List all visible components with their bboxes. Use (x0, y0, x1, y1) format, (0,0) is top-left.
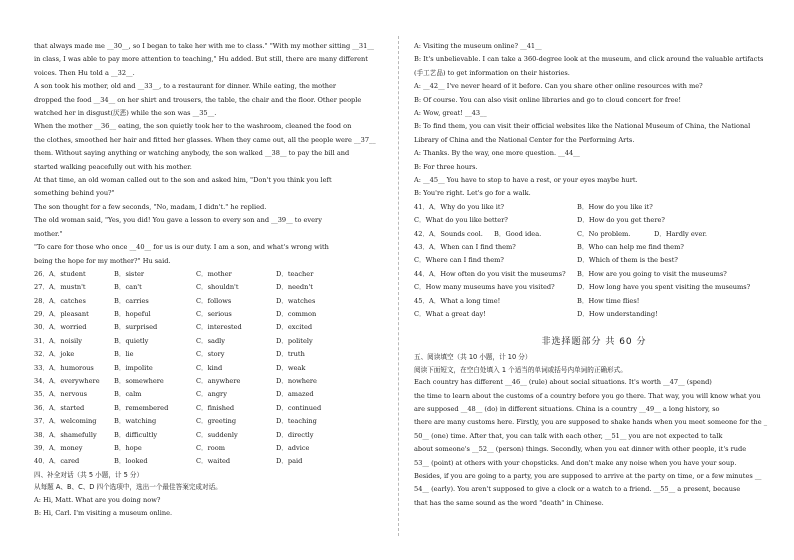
dialogue-line: (手工艺品) to get information on their histories. (414, 68, 570, 77)
question-row (34, 442, 384, 455)
option-a[interactable]: 31．A．noisily (34, 336, 82, 345)
option-b[interactable]: B．somewhere (114, 377, 164, 386)
option-c[interactable]: C．sadly (196, 336, 226, 345)
option-b[interactable]: B．hope (114, 443, 142, 452)
passage-line: the clothes, smoothed her hair and fitted her glasses. When they came out, all the people were __37__ (34, 135, 376, 144)
dialogue-line: A: __45__ You have to stop to have a rest, or your eyes maybe hurt. (414, 176, 638, 185)
dialogue-line: B: Hi, Carl. I'm visiting a museum online. (34, 508, 173, 517)
passage-line: that always made me __30__, so I began to take her with me to class." "With my mother sitting __31__ (34, 42, 374, 50)
option-c[interactable]: C．anywhere (196, 377, 241, 386)
question-row (414, 254, 774, 267)
dialogue-line: A: __42__ I've never heard of it before. Can you share other online resources with me? (414, 82, 703, 91)
option-a[interactable]: 45．A．What a long time! (414, 296, 501, 305)
option-c[interactable]: C．serious (196, 310, 232, 319)
option-d[interactable]: D．excited (276, 323, 313, 332)
option-a[interactable]: 34．A．everywhere (34, 377, 100, 386)
option-d[interactable]: D．teaching (276, 417, 317, 426)
option-a[interactable]: 32．A．joke (34, 350, 75, 359)
passage-line: A son took his mother, old and __33__, to a restaurant for dinner. While eating, the mother (34, 82, 337, 91)
option-b[interactable]: B．watching (114, 417, 157, 426)
option-b[interactable]: B．How are you going to visit the museums? (577, 269, 727, 278)
option-d[interactable]: D．teacher (276, 269, 314, 278)
passage-line: them. Without saying anything or watching anybody, the son walked __38__ to pay the bill and (34, 149, 350, 158)
option-b[interactable]: B．impolite (114, 363, 153, 372)
passage-line: voices. Then Hu told a __32__. (34, 68, 135, 77)
option-a[interactable]: 44．A．How often do you visit the museums? (414, 269, 566, 278)
question-row (414, 295, 774, 308)
option-c[interactable]: C．mother (196, 269, 232, 278)
dialogue-line: Library of China and the National Center for the Performing Arts. (414, 135, 635, 144)
passage-line: watched her in disgust(厌恶) while the son was __35__. (34, 109, 217, 118)
option-c[interactable]: C．shouldn't (196, 283, 239, 292)
passage-line: that has the same sound as the word "death" in Chinese. (414, 498, 604, 507)
option-a[interactable]: 39．A．money (34, 443, 83, 452)
passage-line: 50__ (one) time. After that, you can talk with each other, __51__ you are not expected to talk (414, 431, 723, 440)
question-row (34, 308, 384, 321)
passage-line: being the hope for my mother?" Hu said. (34, 256, 171, 265)
passage-line: mother." (34, 229, 63, 238)
option-a[interactable]: 38．A．shamefully (34, 430, 97, 439)
section-five-instructions: 阅读下面短文，在空白处填入 1 个适当的单词或括号内单词的正确形式。 (414, 365, 627, 374)
passage-line: there are many customs here. Firstly, you are supposed to shake hands when you meet someone for the _ (414, 418, 768, 427)
question-row (414, 268, 774, 281)
option-d[interactable]: D．truth (276, 350, 305, 359)
option-a[interactable]: 35．A．nervous (34, 390, 87, 399)
cloze-options (34, 268, 384, 469)
question-row (414, 281, 774, 294)
dialogue-line: B: Of course. You can also visit online libraries and go to cloud concert for free! (414, 95, 682, 104)
option-a[interactable]: 36．A．started (34, 403, 85, 412)
dialogue-line: A: Visiting the museum online? __41__ (414, 42, 542, 50)
section-five-title: 五、阅读填空（共 10 小题，计 10 分） (414, 353, 532, 362)
question-row (414, 308, 774, 321)
option-c[interactable]: C．finished (196, 403, 235, 412)
option-c[interactable]: C．kind (196, 363, 223, 372)
option-c[interactable]: C．What a great day! (414, 310, 486, 318)
option-c[interactable]: C．greeting (196, 417, 237, 426)
part-title: 非选择题部分 共 60 分 (541, 337, 647, 348)
question-row (34, 348, 384, 361)
passage-line: Each country has different __46__ (rule) about social situations. It's worth __47__ (spend) (414, 378, 712, 387)
passage-line: something behind you?" (34, 189, 115, 198)
passage-line: The son thought for a few seconds, "No, madam, I didn't." he replied. (34, 202, 267, 211)
passage-line: started walking peacefully out with his mother. (34, 162, 192, 171)
option-c[interactable]: C．waited (196, 457, 231, 466)
dialogue-options (414, 201, 774, 322)
column-divider (398, 36, 399, 536)
passage-line: in class, I was able to pay more attention to teaching," Hu added. But still, there are many different (34, 55, 368, 64)
option-d[interactable]: D．How understanding! (577, 310, 658, 318)
option-c[interactable]: C．What do you like better? (414, 216, 508, 225)
dialogue-line: B: To find them, you can visit their official websites like the National Museum of China, the National (414, 122, 751, 131)
option-d[interactable]: D．directly (276, 430, 314, 439)
option-d[interactable]: D．nowhere (276, 377, 317, 386)
option-b[interactable]: B．quietly (114, 336, 149, 345)
question-row (34, 415, 384, 428)
question-row (34, 362, 384, 375)
question-row (414, 214, 774, 227)
question-row (414, 228, 774, 241)
option-b[interactable]: B．How time flies! (577, 296, 640, 305)
option-d[interactable]: D．politely (276, 336, 313, 345)
option-d[interactable]: D．Hardly ever. (654, 229, 707, 238)
question-row (414, 241, 774, 254)
option-c[interactable]: C．angry (196, 390, 227, 399)
option-d[interactable]: D．How do you get there? (577, 216, 665, 225)
option-a[interactable]: 30．A．worried (34, 323, 87, 332)
option-a[interactable]: 43．A．When can I find them? (414, 243, 516, 252)
passage-line: At that time, an old woman called out to the son and asked him, "Don't you think you left (34, 176, 332, 185)
option-b[interactable]: B．hopeful (114, 310, 151, 319)
dialogue (414, 40, 774, 201)
option-c[interactable]: C．room (196, 443, 225, 452)
option-b[interactable]: B．carries (114, 296, 149, 305)
passage-line: are supposed __48__ (do) in different situations. China is a country __49__ a long history, so (414, 405, 720, 414)
dialogue-line: B: For three hours. (414, 162, 478, 171)
question-row (34, 335, 384, 348)
option-a[interactable]: 26．A．student (34, 269, 86, 278)
option-b[interactable]: B．Good idea. (494, 229, 542, 238)
right-column (414, 40, 774, 510)
question-row (34, 388, 384, 401)
reading-passage (414, 376, 774, 510)
passage-line: 53__ (point) at others with your chopsticks. And don't make any noise when you have your soup. (414, 458, 737, 467)
option-a[interactable]: 40．A．cared (34, 457, 80, 466)
passage-line: The old woman said, "Yes, you did! You gave a lesson to every son and __39__ to every (34, 216, 322, 225)
option-b[interactable]: B．How do you like it? (577, 202, 653, 211)
option-b[interactable]: B．can't (114, 283, 142, 292)
question-row (34, 295, 384, 308)
passage-line: the time to learn about the customs of a country before you go there. That way, you will know what you (414, 391, 761, 400)
option-b[interactable]: B．lie (114, 350, 134, 359)
option-b[interactable]: B．calm (114, 390, 142, 399)
option-c[interactable]: C．follows (196, 296, 232, 305)
dialogue-line: B: It's unbelievable. I can take a 360-degree look at the museum, and click around the valuable artifacts (414, 55, 764, 64)
option-c[interactable]: C．Where can I find them? (414, 256, 504, 265)
option-b[interactable]: B．sister (114, 269, 145, 278)
dialogue-line: A: Wow, great! __43__ (414, 109, 487, 118)
option-d[interactable]: D．amazed (276, 390, 314, 399)
question-row (34, 321, 384, 334)
question-row (34, 429, 384, 442)
passage-line: Besides, if you are going to a party, you are supposed to arrive at the party on time, or a few minutes __ (414, 472, 762, 481)
option-a[interactable]: 41．A．Why do you like it? (414, 202, 505, 211)
question-row (414, 201, 774, 214)
question-row (34, 375, 384, 388)
passage-line: 54__ (early). You aren't supposed to give a clock or a watch to a friend. __55__ a present, because (414, 485, 741, 494)
option-d[interactable]: D．common (276, 310, 317, 319)
dialogue-line: A: Thanks. By the way, one more question. __44__ (414, 149, 580, 158)
option-c[interactable]: C．suddenly (196, 430, 238, 439)
option-d[interactable]: D．advice (276, 443, 310, 452)
left-column (34, 40, 384, 520)
option-a[interactable]: 42．A．Sounds cool. (414, 229, 483, 238)
option-c[interactable]: C．How many museums have you visited? (414, 283, 555, 292)
section-four-instructions: 从每题 A、B、C、D 四个选项中，选出一个最佳答案完成对话。 (34, 483, 222, 492)
option-d[interactable]: D．watches (276, 296, 316, 305)
question-row (34, 281, 384, 294)
option-b[interactable]: B．looked (114, 457, 148, 466)
option-c[interactable]: C．story (196, 350, 225, 359)
passage-line: dropped the food __34__ on her shirt and trousers, the table, the chair and the floor. Other people (34, 95, 362, 104)
option-a[interactable]: 37．A．welcoming (34, 417, 97, 426)
option-a[interactable]: 28．A．catches (34, 296, 86, 305)
option-c[interactable]: C．No problem. (577, 229, 631, 238)
passage-line: about someone's __52__ (person) things. Secondly, when you eat dinner with other people, it's rude (414, 445, 747, 454)
option-b[interactable]: B．surprised (114, 323, 158, 332)
option-d[interactable]: D．continued (276, 403, 322, 412)
option-b[interactable]: B．Who can help me find them? (577, 243, 684, 252)
dialogue-line: B: You're right. Let's go for a walk. (414, 189, 531, 198)
option-b[interactable]: B．remembered (114, 403, 169, 412)
dialogue-line: A: Hi, Matt. What are you doing now? (34, 495, 161, 504)
option-d[interactable]: D．weak (276, 363, 306, 372)
cloze-passage (34, 40, 384, 268)
option-a[interactable]: 27．A．mustn't (34, 283, 86, 292)
option-b[interactable]: B．difficultly (114, 430, 158, 439)
passage-line: "To care for those who once __40__ for us is our duty. I am a son, and what's wrong with (34, 243, 329, 252)
section-four-title: 四、补全对话（共 5 小题，计 5 分） (34, 470, 144, 479)
question-row (34, 455, 384, 468)
option-d[interactable]: D．needn't (276, 283, 313, 292)
passage-line: When the mother __36__ eating, the son quietly took her to the washroom, cleaned the food on (34, 122, 352, 131)
option-d[interactable]: D．paid (276, 457, 303, 466)
option-d[interactable]: D．How long have you spent visiting the museums? (577, 283, 751, 292)
question-row (34, 268, 384, 281)
option-c[interactable]: C．interested (196, 323, 242, 332)
question-row (34, 402, 384, 415)
option-a[interactable]: 29．A．pleasant (34, 310, 89, 319)
option-a[interactable]: 33．A．humorous (34, 363, 94, 372)
option-d[interactable]: D．Which of them is the best? (577, 256, 678, 265)
